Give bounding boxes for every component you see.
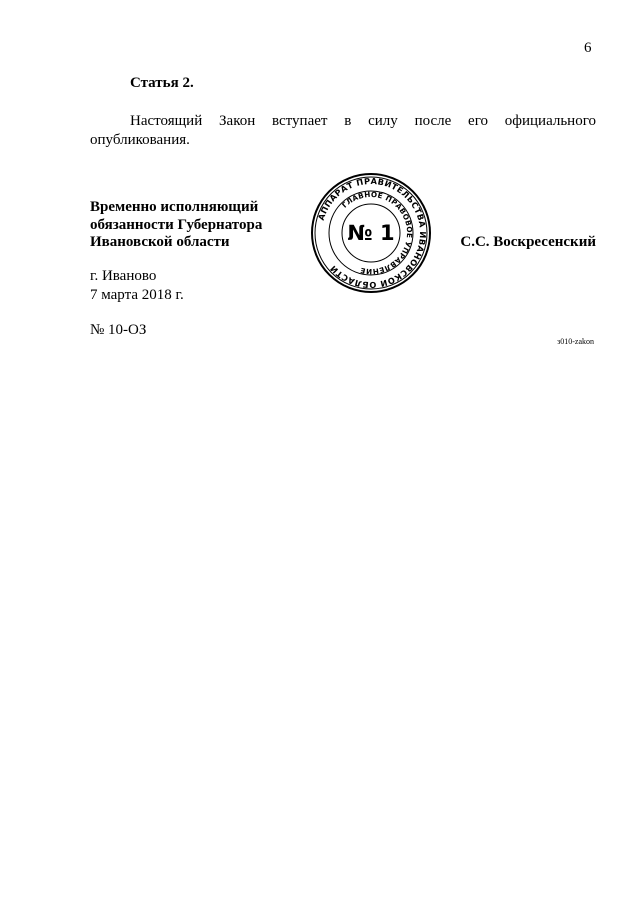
body-word: силу [368, 113, 398, 129]
signatory-position [90, 199, 262, 252]
body-word: Закон [219, 113, 256, 129]
law-number: № 10-ОЗ [90, 322, 147, 338]
body-word: вступает [272, 113, 328, 129]
page-number: 6 [584, 40, 592, 56]
body-word: после [414, 113, 452, 129]
document-code: з010-zakon [557, 337, 594, 346]
position-line: Временно исполняющий [90, 199, 259, 215]
stamp-outer-text: АППАРАТ ПРАВИТЕЛЬСТВА ИВАНОВСКОЙ ОБЛАСТИ [315, 175, 429, 291]
stamp-seal-icon [310, 172, 432, 294]
body-word: в [344, 113, 352, 129]
signing-date: 7 марта 2018 г. [90, 287, 184, 303]
signing-place: г. Иваново [90, 268, 157, 284]
body-word: его [468, 113, 488, 129]
article-body-line-1 [130, 113, 596, 130]
signatory-name: С.С. Воскресенский [460, 234, 596, 250]
stamp-center-number: № 1 [347, 221, 395, 245]
official-stamp [310, 172, 432, 294]
body-word: официального [504, 113, 596, 129]
article-title: Статья 2. [130, 75, 194, 91]
article-body-line-2: опубликования. [90, 132, 190, 148]
position-line: Ивановской области [90, 234, 230, 250]
stamp-inner-text: ГЛАВНОЕ ПРАВОВОЕ УПРАВЛЕНИЕ [339, 189, 415, 277]
body-word: Настоящий [130, 113, 203, 129]
position-line: обязанности Губернатора [90, 216, 263, 233]
